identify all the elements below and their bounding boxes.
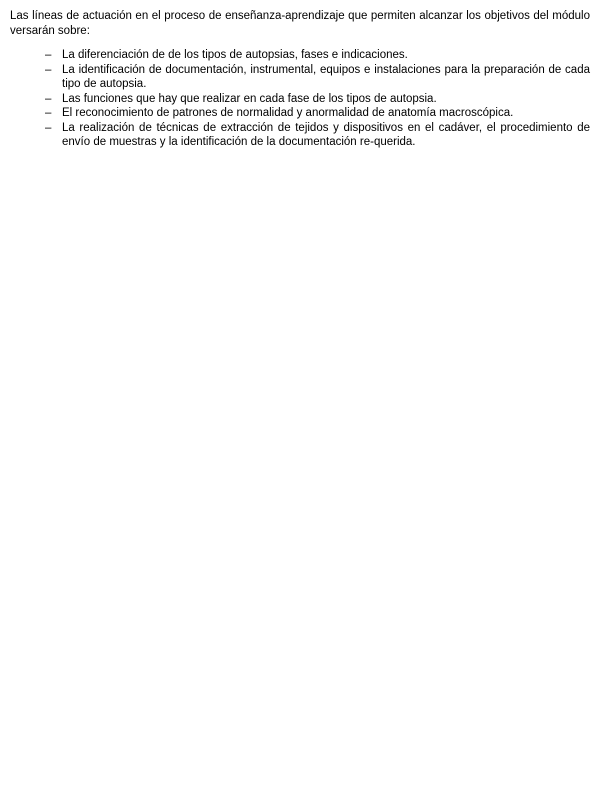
dash-bullet-marker: – [45, 63, 52, 76]
dash-bullet-marker: – [45, 49, 52, 61]
list-item [10, 121, 590, 150]
list-item-text: La realización de técnicas de extracción de tejidos y dispositivos en el cadáver, el procedimiento de envío de muestras y la identificación de la documentación re-querida. [62, 121, 590, 148]
intro-paragraph: Las líneas de actuación en el proceso de enseñanza-aprendizaje que permiten alcanzar los objetivos del módulo versarán sobre: [10, 10, 590, 37]
dash-bullet-marker: – [45, 107, 52, 119]
list-item-text: La diferenciación de de los tipos de autopsias, fases e indicaciones. [62, 49, 408, 61]
list-item [10, 48, 590, 63]
list-item-text: El reconocimiento de patrones de normalidad y anormalidad de anatomía macroscópica. [62, 107, 514, 119]
dash-bullet-marker: – [45, 121, 52, 134]
bullet-list [10, 48, 590, 150]
list-item-text: Las funciones que hay que realizar en cada fase de los tipos de autopsia. [62, 92, 437, 105]
list-item [10, 106, 590, 121]
list-item [10, 92, 590, 107]
list-item [10, 63, 590, 92]
list-item-text: La identificación de documentación, instrumental, equipos e instalaciones para la preparación de cada tipo de autopsia. [62, 63, 590, 90]
dash-bullet-marker: – [45, 92, 52, 105]
